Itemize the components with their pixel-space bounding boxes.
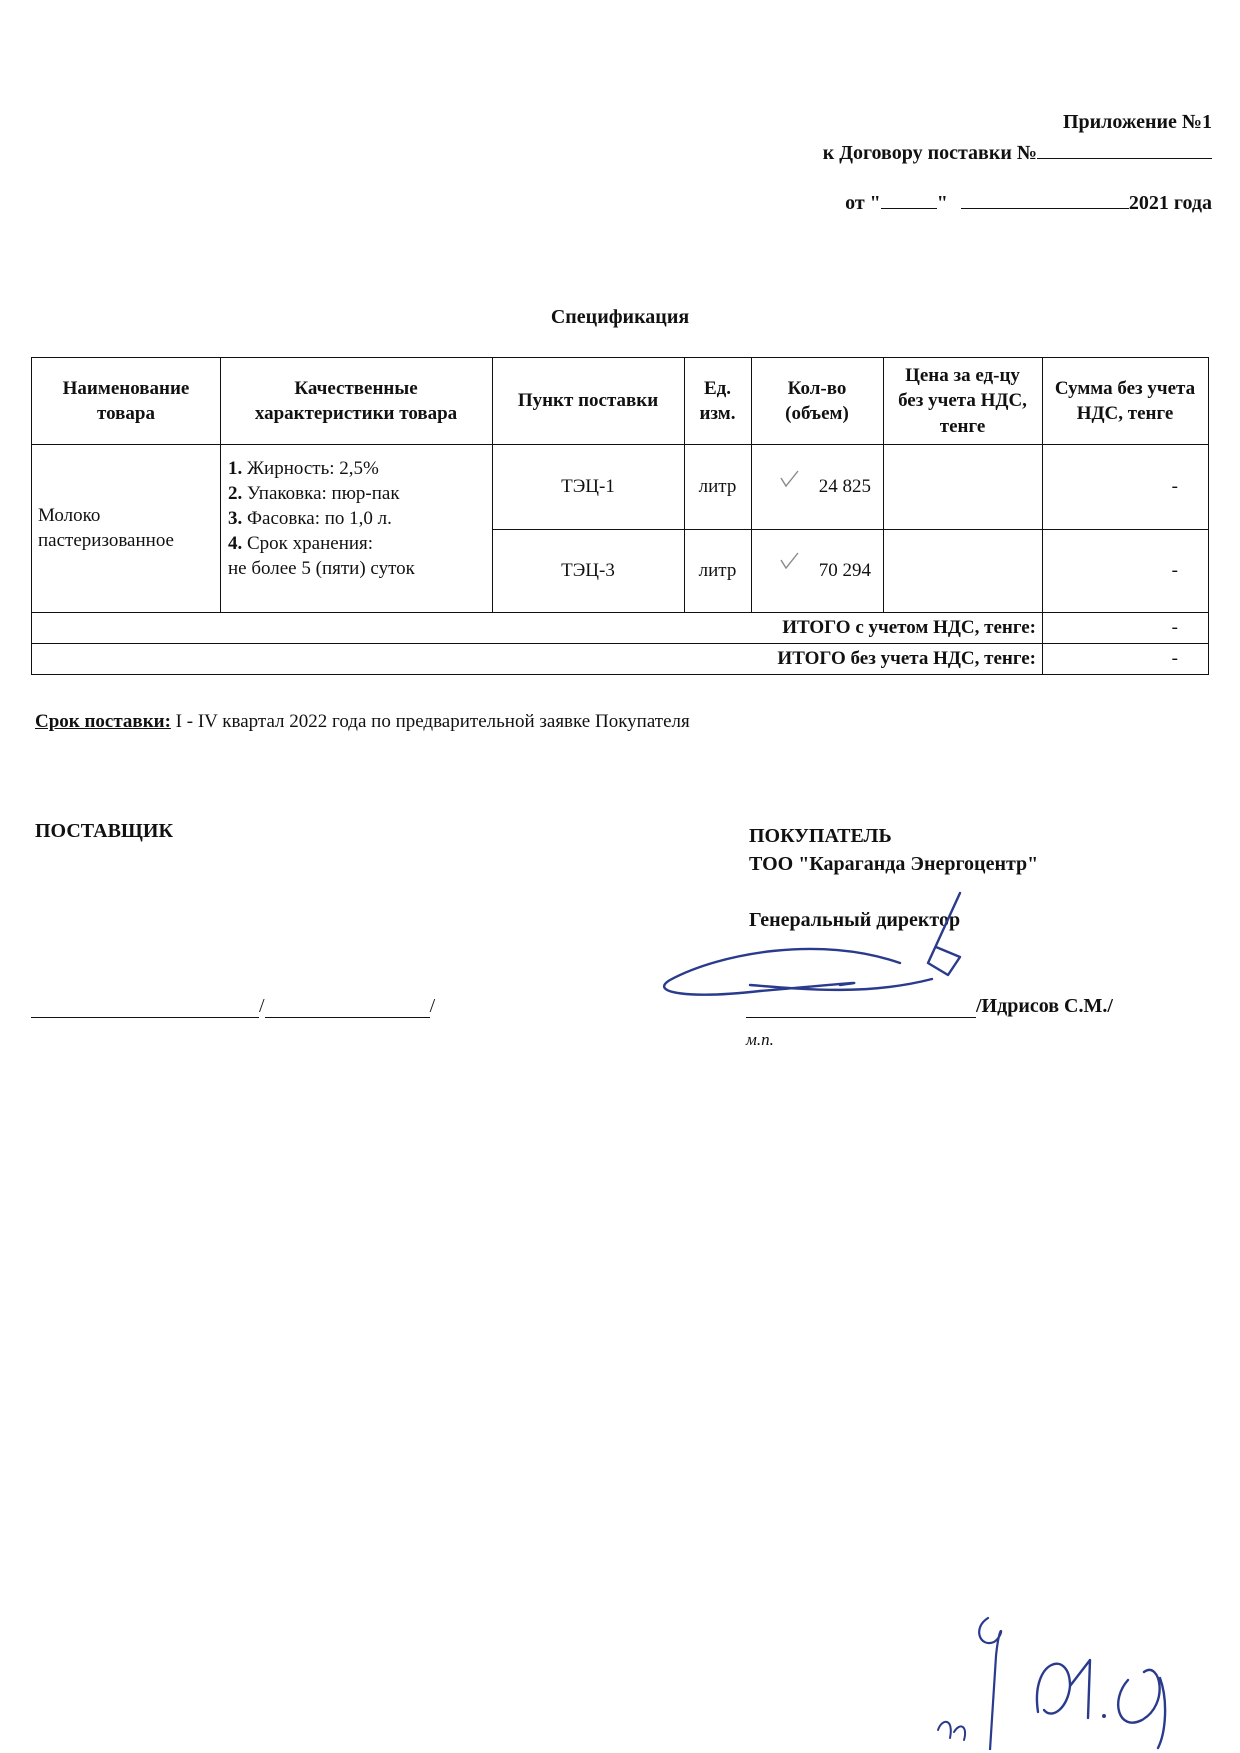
- row2-unit-price: [883, 529, 1042, 612]
- signature-separator: /: [259, 995, 265, 1017]
- stamp-placeholder: м.п.: [746, 1030, 774, 1049]
- total-without-vat-label: ИТОГО без учета НДС, тенге:: [777, 647, 1036, 669]
- row1-delivery-point: ТЭЦ-1: [561, 475, 615, 497]
- specification-table: [31, 357, 1209, 675]
- delivery-term: [35, 711, 690, 733]
- row1-quantity: 24 825: [818, 475, 871, 497]
- document-title: Спецификация: [550, 306, 690, 328]
- col-header-unit-price: Цена за ед-цу без учета НДС, тенге: [898, 365, 1027, 437]
- col-header-product: Наименование товара: [62, 377, 190, 424]
- contract-date: [845, 190, 1212, 213]
- row2-delivery-point: ТЭЦ-3: [561, 559, 615, 581]
- characteristic-line: 3. Фасовка: по 1,0 л.: [228, 508, 392, 530]
- supplier-title: ПОСТАВЩИК: [35, 820, 173, 842]
- col-header-sum: Сумма без учета НДС, тенге: [1054, 377, 1196, 424]
- characteristic-line: 1. Жирность: 2,5%: [228, 458, 379, 479]
- handwritten-initials: [920, 1600, 1220, 1750]
- contract-reference: [823, 140, 1212, 163]
- delivery-term-label: Срок поставки:: [35, 711, 171, 732]
- buyer-company: ТОО "Караганда Энергоцентр": [749, 853, 1039, 876]
- row1-unit: литр: [698, 475, 737, 497]
- row2-unit: литр: [698, 559, 737, 581]
- date-year: 2021 года: [1128, 192, 1212, 214]
- product-characteristics: [220, 444, 492, 612]
- date-quote: ": [936, 192, 948, 214]
- total-without-vat-value: -: [1171, 647, 1178, 669]
- buyer-title: ПОКУПАТЕЛЬ: [749, 825, 892, 847]
- col-header-unit: Ед. изм.: [699, 377, 736, 424]
- day-blank: [881, 190, 937, 209]
- col-header-characteristics: Качественные характеристики товара: [254, 377, 458, 424]
- check-mark-icon: [778, 550, 802, 572]
- total-with-vat-value: -: [1171, 616, 1178, 638]
- buyer-signature-line: [746, 995, 1113, 1018]
- check-mark-icon: [778, 468, 802, 490]
- row1-sum: -: [1171, 475, 1178, 497]
- col-header-delivery-point: Пункт поставки: [517, 390, 659, 412]
- col-header-quantity: Кол-во (объем): [785, 377, 849, 424]
- date-from: от ": [845, 192, 881, 214]
- row2-quantity: 70 294: [818, 559, 871, 581]
- signature-separator: /: [429, 995, 436, 1017]
- total-with-vat-label: ИТОГО с учетом НДС, тенге:: [782, 616, 1036, 638]
- characteristic-line: 4. Срок хранения:: [228, 533, 374, 555]
- product-name: Молоко пастеризованное: [38, 504, 174, 551]
- supplier-signature-line: [31, 995, 435, 1018]
- contract-prefix: к Договору поставки №: [822, 142, 1037, 164]
- contract-number-blank: [1037, 140, 1212, 159]
- row2-sum: -: [1171, 559, 1178, 581]
- characteristic-line: не более 5 (пяти) суток: [228, 558, 415, 580]
- characteristic-line: 2. Упаковка: пюр-пак: [228, 483, 400, 505]
- director-signature: [630, 885, 990, 1005]
- row1-unit-price: [883, 444, 1042, 529]
- buyer-name: /Идрисов С.М./: [976, 995, 1113, 1017]
- buyer-position: Генеральный директор: [749, 908, 961, 931]
- appendix-number: Приложение №1: [1062, 111, 1212, 133]
- delivery-term-text: I - IV квартал 2022 года по предварительной заявке Покупателя: [170, 711, 690, 732]
- month-blank: [961, 190, 1129, 209]
